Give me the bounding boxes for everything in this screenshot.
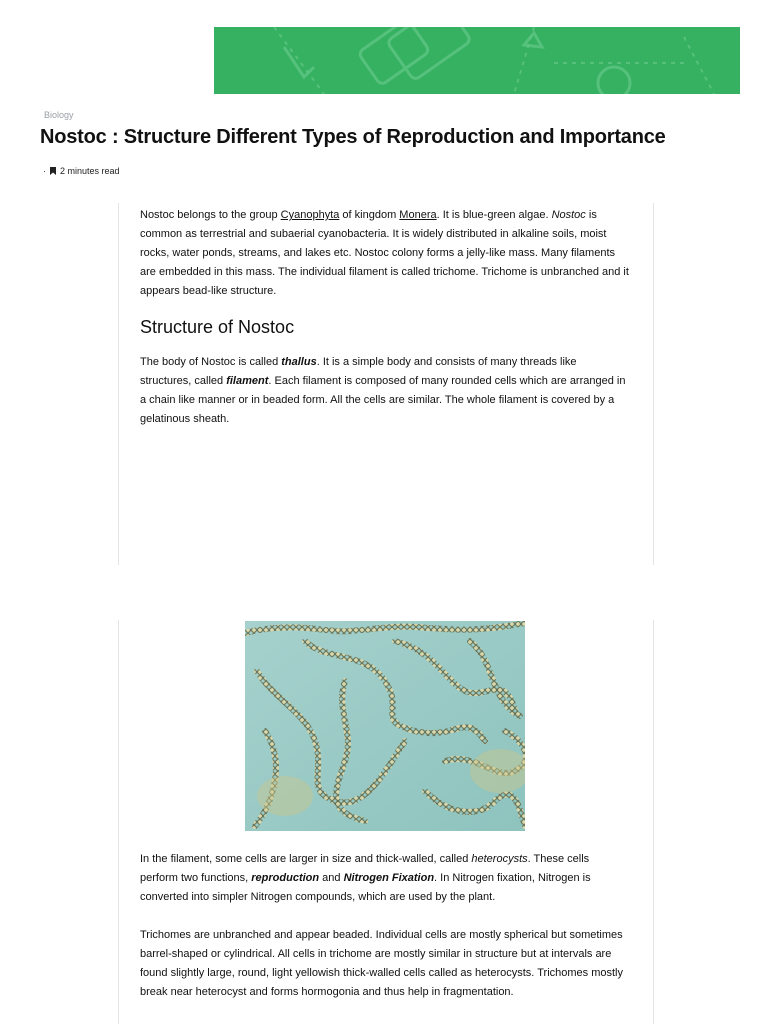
content-card-2 [118, 620, 654, 1024]
content-card-1 [118, 203, 654, 565]
bookmark-icon [50, 167, 56, 175]
read-time: 2 minutes read [60, 166, 120, 176]
header-banner [214, 27, 740, 94]
page-title: Nostoc : Structure Different Types of Reproduction and Importance [40, 126, 666, 148]
banner-pattern-icon [214, 27, 740, 94]
trichome-paragraph: Trichomes are unbranched and appear beaded. Individual cells are mostly spherical but sometimes barrel-shaped or cylindrical. All cells in trichome are mostly similar in structure but at intervals are found slightly large, round, light yellowish thick-walled cells called as heterocysts. Trichomes mostly break near heterocyst and forms hormogonia and thus help in fragmentation. [140, 929, 623, 998]
article-meta [43, 166, 120, 176]
nostoc-micrograph-image [245, 621, 525, 831]
category-label[interactable]: Biology [44, 110, 74, 120]
intro-paragraph: Nostoc belongs to the group Cyanophyta of kingdom Monera. It is blue-green algae. Nostoc is common as terrestrial and subaerial cyanobacteria. It is widely distributed in alkaline soils, moist rocks, water ponds, streams, and lakes etc. Nostoc colony forms a jelly-like mass. Many filaments are embedded in this mass. The individual filament is called trichome. Trichome is unbranched and it appears bead-like structure. [140, 209, 629, 297]
meta-dot: · [43, 166, 46, 176]
structure-heading: Structure of Nostoc [140, 317, 295, 337]
heterocyst-paragraph: In the filament, some cells are larger in size and thick-walled, called heterocysts. These cells perform two functions, reproduction and Nitrogen Fixation. In Nitrogen fixation, Nitrogen is converted into simpler Nitrogen compounds, which are used by the plant. [140, 853, 591, 903]
cyanophyta-link[interactable]: Cyanophyta [280, 209, 340, 221]
monera-link[interactable]: Monera [399, 209, 437, 221]
structure-paragraph: The body of Nostoc is called thallus. It is a simple body and consists of many threads like structures, called filament. Each filament is composed of many rounded cells which are arranged in a chain like manner or in beaded form. All the cells are similar. The whole filament is covered by a gelatinous sheath. [140, 356, 626, 425]
